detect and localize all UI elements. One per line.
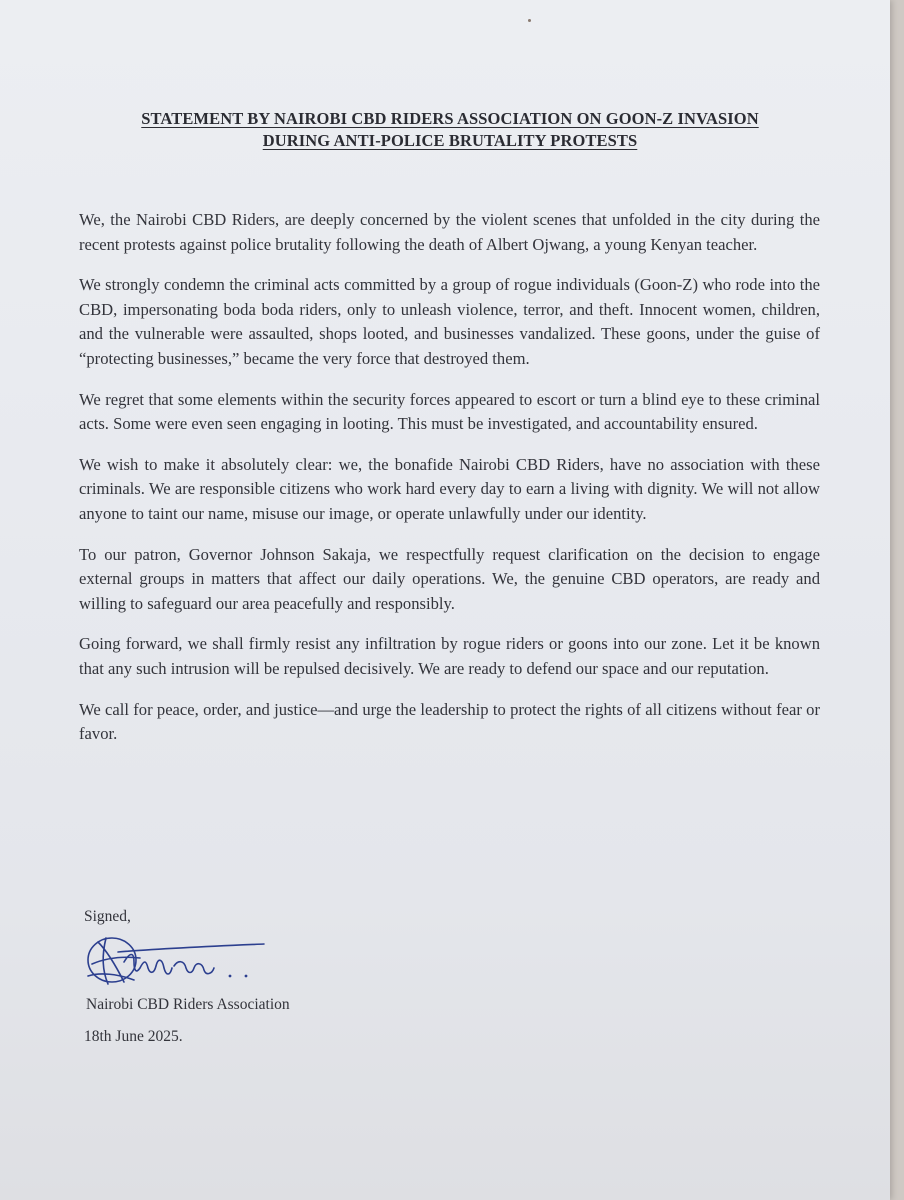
paragraph-7: We call for peace, order, and justice—and urge the leadership to protect the rights of all citizens without fear or favor.: [79, 699, 820, 744]
paper-speck: [528, 19, 531, 22]
signed-label: Signed,: [84, 908, 131, 925]
statement-title: [60, 108, 840, 152]
paragraph-1: We, the Nairobi CBD Riders, are deeply concerned by the violent scenes that unfolded in the city during the recent protests against police brutality following the death of Albert Ojwang, a young Kenyan teacher.: [79, 210, 820, 254]
title-line-2: DURING ANTI-POLICE BRUTALITY PROTESTS: [262, 131, 638, 150]
organization-name: Nairobi CBD Riders Association: [86, 996, 290, 1013]
paragraph-6: Going forward, we shall firmly resist any infiltration by rogue riders or goons into our zone. Let it be known that any such intrusion will be repulsed decisively. We are ready to defend our space and our reputation.: [79, 634, 820, 678]
title-line-1: STATEMENT BY NAIROBI CBD RIDERS ASSOCIATION ON GOON-Z INVASION: [141, 109, 759, 128]
statement-date: 18th June 2025.: [84, 1028, 183, 1045]
handwritten-signature: [78, 922, 278, 1002]
paragraph-5: To our patron, Governor Johnson Sakaja, we respectfully request clarification on the decision to engage external groups in matters that affect our daily operations. We, the genuine CBD operators, are ready and willing to safeguard our area peacefully and responsibly.: [79, 544, 820, 613]
paragraph-3: We regret that some elements within the security forces appeared to escort or turn a blind eye to these criminal acts. Some were even seen engaging in looting. This must be investigated, and accountability ensured.: [79, 389, 820, 434]
paragraph-4: We wish to make it absolutely clear: we, the bonafide Nairobi CBD Riders, have no association with these criminals. We are responsible citizens who work hard every day to earn a living with dignity. We will not allow anyone to taint our name, misuse our image, or operate unlawfully under our identity.: [79, 454, 820, 523]
statement-body: [79, 208, 820, 763]
paragraph-2: We strongly condemn the criminal acts committed by a group of rogue individuals (Goon-Z) who rode into the CBD, impersonating boda boda riders, only to unleash violence, terror, and theft. Innocent women, children, and the vulnerable were assaulted, shops looted, and businesses vandalized. These goons, under the guise of “protecting businesses,” became the very force that destroyed them.: [79, 275, 820, 368]
